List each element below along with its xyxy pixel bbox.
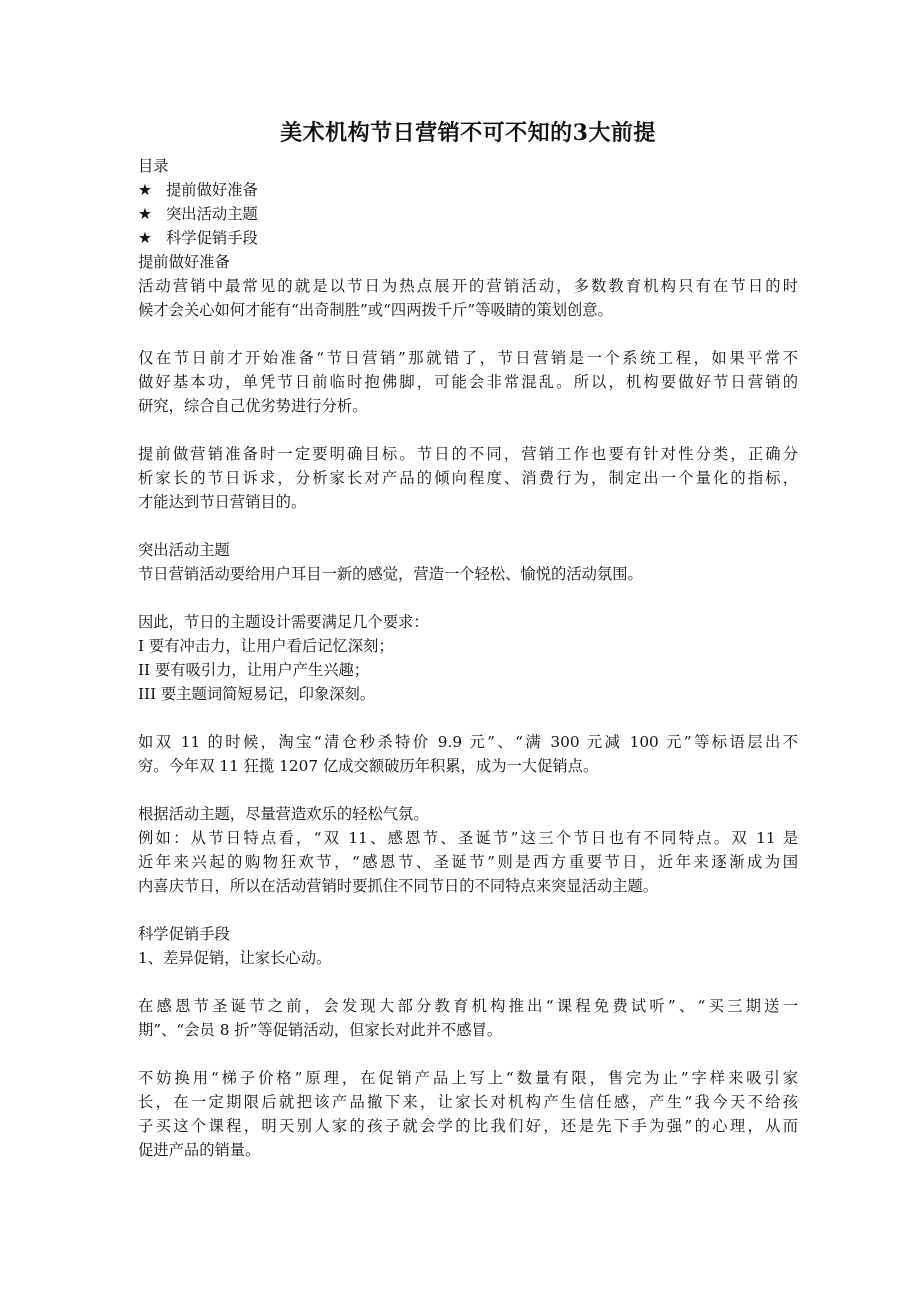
paragraph: 因此，节日的主题设计需要满足几个要求： — [138, 613, 429, 631]
paragraph: 节日营销活动要给用户耳目一新的感觉，营造一个轻松、愉悦的活动氛围。 — [138, 565, 643, 583]
star-icon: ★ — [138, 229, 152, 247]
paragraph: 如双 11 的时候，淘宝“清仓秒杀特价 9.9 元”、“满 300 元减 100 元”等标语层出不 穷。今年双 11 狂揽 1207 亿成交额破历年积累，成为一大促销点。 — [138, 733, 798, 775]
document-title: 美术机构节日营销不可不知的3大前提 — [280, 120, 656, 146]
star-icon: ★ — [138, 181, 152, 199]
paragraph: 仅在节日前才开始准备“节日营销”那就错了，节日营销是一个系统工程，如果平常不 做好基本功，单凭节日前临时抱佛脚，可能会非常混乱。所以，机构要做好节日营销的 研究，综合自己优劣势进行分析。 — [138, 349, 798, 415]
section-heading: 突出活动主题 — [138, 541, 230, 559]
toc-item: ★ 提前做好准备 — [138, 178, 798, 202]
paragraph: 活动营销中最常见的就是以节日为热点展开的营销活动，多数教育机构只有在节日的时 候才会关心如何才能有“出奇制胜”或“四两拨千斤”等吸睛的策划创意。 — [138, 277, 798, 319]
subheading: 1、差异促销，让家长心动。 — [138, 949, 332, 967]
paragraph: 根据活动主题，尽量营造欢乐的轻松气氛。 — [138, 805, 429, 823]
section-heading: 提前做好准备 — [138, 253, 230, 271]
toc-heading: 目录 — [138, 157, 169, 175]
paragraph: 不妨换用“梯子价格”原理，在促销产品上写上“数量有限，售完为止”字样来吸引家 长，在一定期限后就把该产品撤下来，让家长对机构产生信任感，产生“我今天不给孩 子买这个课程，明天别人家的孩子就会学的比我们好，还是先下手为强”的心理，从而 促进产品的销量。 — [138, 1069, 798, 1159]
paragraph: 例如：从节日特点看，“双 11、感恩节、圣诞节”这三个节日也有不同特点。双 11 是 近年来兴起的购物狂欢节，“感恩节、圣诞节”则是西方重要节日，近年来逐渐成为国 内喜庆节日，所以在活动营销时要抓住不同节日的不同特点来突显活动主题。 — [138, 829, 798, 895]
toc-item: ★ 突出活动主题 — [138, 202, 798, 226]
section-heading: 科学促销手段 — [138, 925, 230, 943]
toc-item: ★ 科学促销手段 — [138, 226, 798, 250]
paragraph: 在感恩节圣诞节之前，会发现大部分教育机构推出“课程免费试听”、“买三期送一 期”、“会员 8 折”等促销活动，但家长对此并不感冒。 — [138, 997, 798, 1039]
paragraph: 提前做营销准备时一定要明确目标。节日的不同，营销工作也要有针对性分类，正确分 析家长的节日诉求，分析家长对产品的倾向程度、消费行为，制定出一个量化的指标， 才能达到节日营销目的。 — [138, 445, 798, 511]
requirement-item: III 要主题词简短易记，印象深刻。 — [138, 685, 376, 703]
requirement-item: II 要有吸引力，让用户产生兴趣； — [138, 661, 370, 679]
star-icon: ★ — [138, 205, 152, 223]
requirement-item: I 要有冲击力，让用户看后记忆深刻； — [138, 637, 394, 655]
document-page — [138, 118, 798, 1162]
